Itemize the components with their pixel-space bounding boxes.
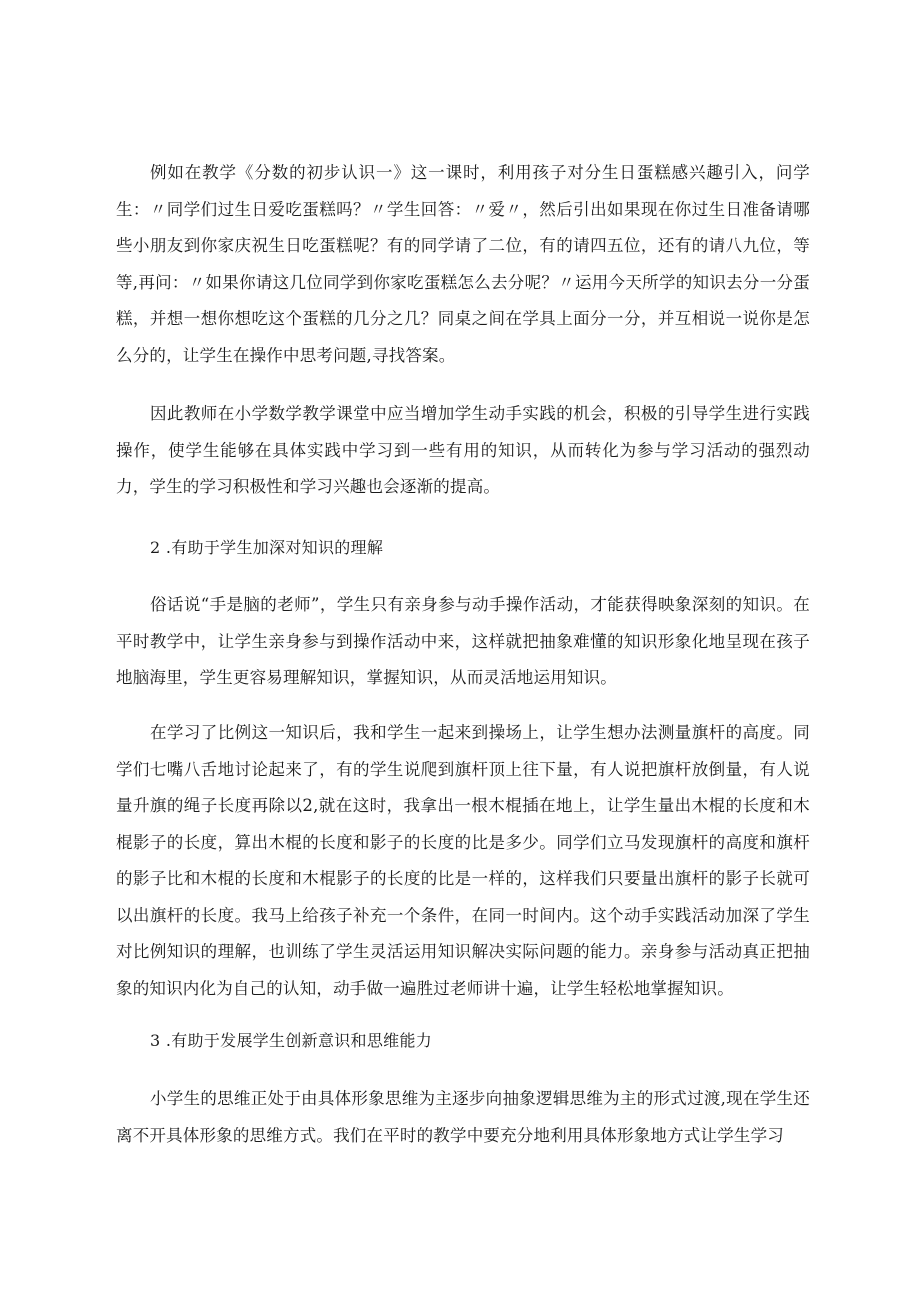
section-heading-2: 2 .有助于学生加深对知识的理解 [150, 538, 384, 557]
paragraph-concrete-thinking: 小学生的思维正处于由具体形象思维为主逐步向抽象逻辑思维为主的形式过渡,现在学生还离不开具体形象的思维方式。我们在平时的教学中要充分地利用具体形象地方式让学生学习 [116, 1089, 810, 1145]
paragraph-hands-on-knowledge: 俗话说“手是脑的老师”，学生只有亲身参与动手操作活动，才能获得映象深刻的知识。在平时教学中，让学生亲身参与到操作活动中来，这样就把抽象难懂的知识形象化地呈现在孩子地脑海里，学生更容易理解知识，掌握知识，从而灵活地运用知识。 [116, 595, 810, 687]
paragraph-cake-fractions: 例如在教学《分数的初步认识一》这一课时，利用孩子对分生日蛋糕感兴趣引入，问学生：〃同学们过生日爱吃蛋糕吗？〃学生回答：〃爱〃，然后引出如果现在你过生日准备请哪些小朋友到你家庆祝生日吃蛋糕呢？有的同学请了二位，有的请四五位，还有的请八九位，等等,再问：〃如果你请这几位同学到你家吃蛋糕怎么去分呢？〃运用今天所学的知识去分一分蛋糕，并想一想你想吃这个蛋糕的几分之几？同桌之间在学具上面分一分，并互相说一说你是怎么分的，让学生在操作中思考问题,寻找答案。 [116, 163, 810, 365]
section-heading-3: 3 .有助于发展学生创新意识和思维能力 [150, 1031, 433, 1050]
paragraph-practice-opportunities: 因此教师在小学数学教学课堂中应当增加学生动手实践的机会，积极的引导学生进行实践操作，使学生能够在具体实践中学习到一些有用的知识，从而转化为参与学习活动的强烈动力，学生的学习积极性和学习兴趣也会逐渐的提高。 [116, 404, 810, 496]
paragraph-flagpole-ratio: 在学习了比例这一知识后，我和学生一起来到操场上，让学生想办法测量旗杆的高度。同学们七嘴八舌地讨论起来了，有的学生说爬到旗杆顶上往下量，有人说把旗杆放倒量，有人说量升旗的绳子长度再除以2,就在这时，我拿出一根木棍插在地上，让学生量出木棍的长度和木棍影子的长度，算出木棍的长度和影子的长度的比是多少。同学们立马发现旗杆的高度和旗杆的影子比和木棍的长度和木棍影子的长度的比是一样的，这样我们只要量出旗杆的影子长就可以出旗杆的长度。我马上给孩子补充一个条件，在同一时间内。这个动手实践活动加深了学生对比例知识的理解，也训练了学生灵活运用知识解决实际问题的能力。亲身参与活动真正把抽象的知识内化为自己的认知，动手做一遍胜过老师讲十遍，让学生轻松地掌握知识。 [116, 723, 810, 998]
